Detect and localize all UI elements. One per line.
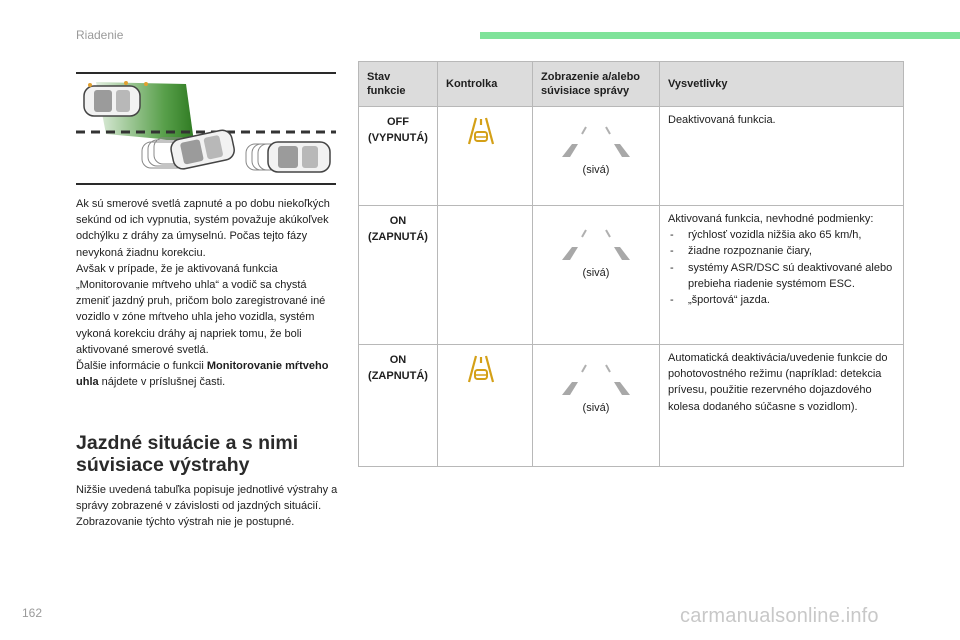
state-label: OFF <box>387 116 409 128</box>
state-sublabel: (VYPNUTÁ) <box>368 132 428 145</box>
state-cell <box>359 206 438 345</box>
watermark: carmanualsonline.info <box>680 605 879 627</box>
heading-line: súvisiace výstrahy <box>76 454 250 476</box>
lamp-cell <box>438 206 533 345</box>
body-text-bold: Monitorovanie mŕtveho uhla <box>76 360 329 389</box>
warnings-table <box>358 61 904 467</box>
condition-list <box>668 227 895 308</box>
table-row <box>359 206 904 345</box>
body-paragraph: Ak sú smerové svetlá zapnuté a po dobu niekoľkých sekúnd od ich vypnutia, systém považuje akúkoľvek odchýlku z dráhy za úmyselnú. Počas tejto fázy nevykoná žiadnu korekciu. <box>76 198 330 259</box>
desc-text: Automatická deaktivácia/uvedenie funkcie do pohotovostného režimu (napríklad: detekcia prívesu, použitie rezervného dojazdového kolesa dodaného súčasne s vozidlom). <box>668 352 888 413</box>
body-text <box>76 196 338 390</box>
desc-text: Aktivovaná funkcia, nevhodné podmienky: <box>668 213 874 225</box>
lane-lines-icon <box>550 124 642 158</box>
state-sublabel: (ZAPNUTÁ) <box>368 370 428 383</box>
display-color-note: (sivá) <box>582 402 610 414</box>
header-state: Stav funkcie <box>359 62 438 107</box>
lane-keeping-warning-lamp-icon <box>464 354 498 384</box>
table-row <box>359 345 904 467</box>
desc-cell <box>660 345 904 467</box>
lane-keeping-warning-lamp-icon <box>464 116 498 146</box>
desc-cell <box>660 206 904 345</box>
intro-paragraph: Nižšie uvedená tabuľka popisuje jednotlivé výstrahy a správy zobrazené v závislosti od jazdných situácií. <box>76 484 338 513</box>
lamp-cell <box>438 345 533 467</box>
lamp-cell <box>438 107 533 206</box>
display-cell <box>533 345 660 467</box>
page-number: 162 <box>22 606 43 620</box>
header-desc: Vysvetlivky <box>660 62 904 107</box>
list-item: - systémy ASR/DSC sú deaktivované alebo prebieha riadenie systémom ESC. <box>668 260 895 292</box>
header-display <box>533 62 660 107</box>
display-color-note: (sivá) <box>582 267 610 279</box>
list-item: - žiadne rozpoznanie čiary, <box>668 243 895 259</box>
display-color-note: (sivá) <box>582 164 610 176</box>
state-cell <box>359 107 438 206</box>
illustration-bottom-rule <box>76 183 336 185</box>
list-item: - rýchlosť vozidla nižšia ako 65 km/h, <box>668 227 895 243</box>
list-item: - „športová“ jazda. <box>668 292 895 308</box>
heading-line: Jazdné situácie a s nimi <box>76 432 299 454</box>
header-accent-bar <box>480 32 960 39</box>
lane-change-cars-illustration <box>76 72 336 184</box>
intro-paragraph: Zobrazovanie týchto výstrah nie je postupné. <box>76 516 295 529</box>
lane-lines-icon <box>550 227 642 261</box>
car-icon <box>268 142 330 172</box>
display-cell <box>533 206 660 345</box>
body-text-prefix: Ďalšie informácie o funkcii <box>76 360 207 373</box>
header-display-line: Zobrazenie a/alebo <box>541 71 641 83</box>
state-sublabel: (ZAPNUTÁ) <box>368 231 428 244</box>
header-lamp: Kontrolka <box>438 62 533 107</box>
table-row <box>359 107 904 206</box>
desc-cell <box>660 107 904 206</box>
display-cell <box>533 107 660 206</box>
body-text-suffix: nájdete v príslušnej časti. <box>98 376 226 389</box>
table-header-row <box>359 62 904 107</box>
body-paragraph: Avšak v prípade, že je aktivovaná funkcia „Monitorovanie mŕtveho uhla“ a vodič sa chystá zmeniť jazdný pruh, pričom bolo zaregistrované iné vozidlo v zóne mŕtveho uhla jeho vozidla, systém vykoná korekciu dráhy aj napriek tomu, že boli aktivované smerové svetlá. <box>76 262 326 356</box>
section-heading <box>76 432 338 476</box>
desc-text: Deaktivovaná funkcia. <box>668 114 776 126</box>
state-cell <box>359 345 438 467</box>
state-label: ON <box>389 354 407 366</box>
body-paragraph <box>76 358 338 390</box>
state-label: ON <box>389 215 407 227</box>
lane-lines-icon <box>550 362 642 396</box>
intro-text <box>76 482 338 531</box>
section-title: Riadenie <box>76 28 124 42</box>
header-display-line: súvisiace správy <box>541 85 630 97</box>
